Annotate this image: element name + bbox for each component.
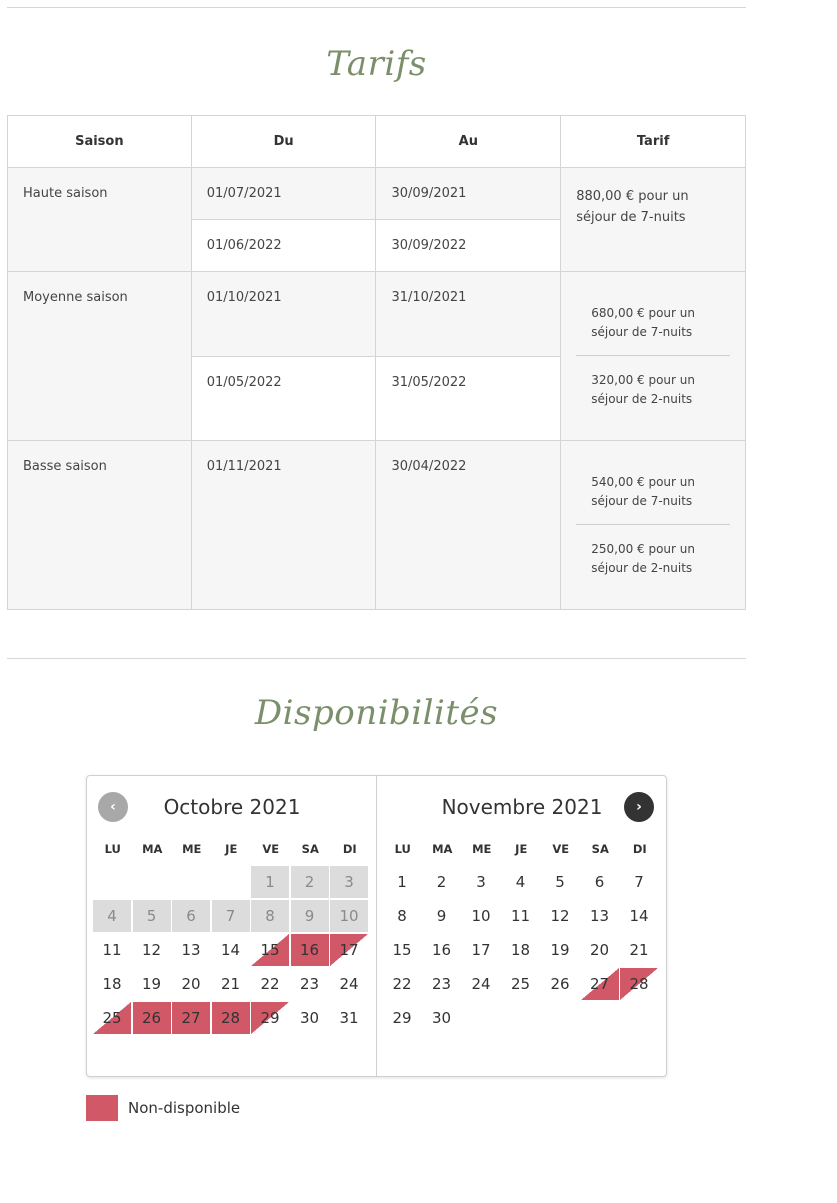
table-row [8, 272, 746, 357]
calendar-day: 5 [133, 900, 171, 932]
next-month-button[interactable] [624, 792, 654, 822]
date-from: 01/05/2022 [191, 356, 376, 441]
weekday-label: LU [104, 842, 121, 856]
date-from: 01/10/2021 [191, 272, 376, 357]
calendar-day[interactable]: 6 [594, 873, 605, 891]
calendar-day[interactable]: 11 [510, 907, 531, 925]
calendar-day[interactable]: 18 [102, 975, 122, 993]
calendar-day: 9 [291, 900, 329, 932]
weekday-label: JE [225, 842, 238, 856]
calendar-legend [86, 1095, 240, 1121]
header-au: Au [376, 116, 561, 168]
calendar-day[interactable]: 27 [172, 1002, 210, 1034]
date-to: 30/09/2022 [376, 220, 561, 272]
calendar-day[interactable]: 28 [620, 968, 658, 1000]
date-to: 31/10/2021 [376, 272, 561, 357]
calendar-day[interactable]: 23 [431, 975, 452, 993]
legend-label: Non-disponible [128, 1099, 241, 1117]
calendar-day[interactable]: 26 [550, 975, 570, 993]
calendar-day[interactable]: 25 [93, 1002, 131, 1034]
header-du: Du [191, 116, 376, 168]
calendar-day: 3 [330, 866, 368, 898]
weekday-header [93, 842, 370, 856]
calendar-day[interactable]: 14 [629, 907, 649, 925]
calendar-day[interactable]: 9 [436, 907, 447, 925]
calendar-day[interactable]: 26 [133, 1002, 171, 1034]
calendar-day[interactable]: 25 [510, 975, 531, 993]
calendar-day[interactable]: 23 [299, 975, 320, 993]
weekday-label: SA [301, 842, 319, 856]
calendar-day[interactable]: 16 [291, 934, 329, 966]
availability-title: Disponibilités [254, 693, 499, 733]
calendar-day[interactable]: 13 [589, 907, 610, 925]
calendar-day[interactable]: 22 [260, 975, 280, 993]
calendar-day[interactable]: 19 [141, 975, 162, 993]
date-to: 31/05/2022 [376, 356, 561, 441]
price-moyenne-2: 320,00 € pour un séjour de 2-nuits [591, 373, 695, 406]
weekday-label: ME [472, 842, 492, 856]
calendar-day[interactable]: 17 [471, 941, 491, 959]
calendar-day[interactable]: 14 [220, 941, 241, 959]
table-row [8, 441, 746, 610]
calendar-day[interactable]: 31 [339, 1009, 359, 1027]
middle-divider [7, 658, 746, 659]
chevron-right-icon: › [636, 799, 642, 815]
date-from: 01/11/2021 [191, 441, 376, 610]
weekday-label: VE [552, 842, 570, 856]
calendar-day[interactable]: 8 [397, 907, 407, 925]
calendar-day[interactable]: 19 [550, 941, 570, 959]
chevron-left-icon: ‹ [110, 799, 116, 815]
month-title: Octobre 2021 [163, 795, 301, 819]
calendar-day[interactable]: 29 [251, 1002, 289, 1034]
calendar-day: 6 [172, 900, 210, 932]
calendar-day[interactable]: 10 [471, 907, 491, 925]
header-saison: Saison [8, 116, 192, 168]
price-moyenne [561, 272, 746, 441]
table-row [8, 168, 746, 220]
price-basse-2: 250,00 € pour un séjour de 2-nuits [591, 542, 695, 575]
calendar-day[interactable]: 18 [510, 941, 531, 959]
price-moyenne-7: 680,00 € pour un séjour de 7-nuits [576, 272, 730, 356]
price-haute: 880,00 € pour un séjour de 7-nuits [561, 168, 746, 272]
calendar-day[interactable]: 7 [634, 873, 644, 891]
calendar-day[interactable]: 15 [251, 934, 289, 966]
calendar-day[interactable]: 12 [141, 941, 162, 959]
tarifs-table [7, 115, 746, 610]
calendar-day[interactable]: 21 [629, 941, 649, 959]
calendar-day: 4 [93, 900, 131, 932]
tarifs-header-row [8, 116, 746, 168]
calendar-day[interactable]: 28 [212, 1002, 250, 1034]
calendar-day: 2 [291, 866, 329, 898]
weekday-label: SA [591, 842, 609, 856]
calendar-day[interactable]: 17 [330, 934, 368, 966]
calendar-day[interactable]: 24 [471, 975, 491, 993]
calendar-day[interactable]: 20 [181, 975, 201, 993]
calendar-day[interactable]: 1 [397, 873, 407, 891]
calendar-day[interactable]: 29 [392, 1009, 412, 1027]
weekday-label: MA [432, 842, 453, 856]
calendar-day[interactable]: 12 [550, 907, 570, 925]
top-divider [7, 7, 746, 8]
calendar-day[interactable]: 16 [431, 941, 452, 959]
calendar-day[interactable]: 30 [299, 1009, 320, 1027]
calendar-day: 8 [251, 900, 289, 932]
calendar-day: 1 [251, 866, 289, 898]
weekday-label: ME [182, 842, 202, 856]
calendar-day[interactable]: 27 [581, 968, 619, 1000]
season-basse: Basse saison [8, 441, 192, 610]
weekday-header [383, 842, 660, 856]
tarifs-title: Tarifs [326, 44, 427, 84]
month-title: Novembre 2021 [441, 795, 603, 819]
calendar-day: 7 [212, 900, 250, 932]
calendar-day[interactable]: 24 [339, 975, 359, 993]
date-from: 01/07/2021 [191, 168, 376, 220]
date-to: 30/04/2022 [376, 441, 561, 610]
price-basse-7: 540,00 € pour un séjour de 7-nuits [576, 441, 730, 525]
calendar-day[interactable]: 20 [589, 941, 610, 959]
weekday-label: VE [262, 842, 280, 856]
calendar-day[interactable]: 11 [102, 941, 122, 959]
unavailable-swatch [86, 1095, 118, 1121]
calendar-day[interactable]: 21 [220, 975, 241, 993]
weekday-label: MA [142, 842, 163, 856]
calendar-day: 10 [330, 900, 368, 932]
season-moyenne: Moyenne saison [8, 272, 192, 441]
calendar-day[interactable]: 22 [392, 975, 412, 993]
date-from: 01/06/2022 [191, 220, 376, 272]
calendar-day[interactable]: 2 [436, 873, 447, 891]
calendar-day[interactable]: 15 [392, 941, 412, 959]
calendar-day[interactable]: 4 [515, 873, 526, 891]
price-basse [561, 441, 746, 610]
calendar-day[interactable]: 5 [555, 873, 565, 891]
weekday-label: LU [394, 842, 411, 856]
weekday-label: JE [515, 842, 528, 856]
calendar-day[interactable]: 13 [181, 941, 201, 959]
season-haute: Haute saison [8, 168, 192, 272]
header-tarif: Tarif [561, 116, 746, 168]
month-october [87, 776, 377, 1076]
month-november [377, 776, 667, 1076]
calendar-day[interactable]: 30 [431, 1009, 452, 1027]
weekday-label: DI [342, 842, 357, 856]
date-to: 30/09/2021 [376, 168, 561, 220]
calendar-day[interactable]: 3 [476, 873, 486, 891]
availability-calendar [86, 775, 667, 1077]
weekday-label: DI [632, 842, 647, 856]
